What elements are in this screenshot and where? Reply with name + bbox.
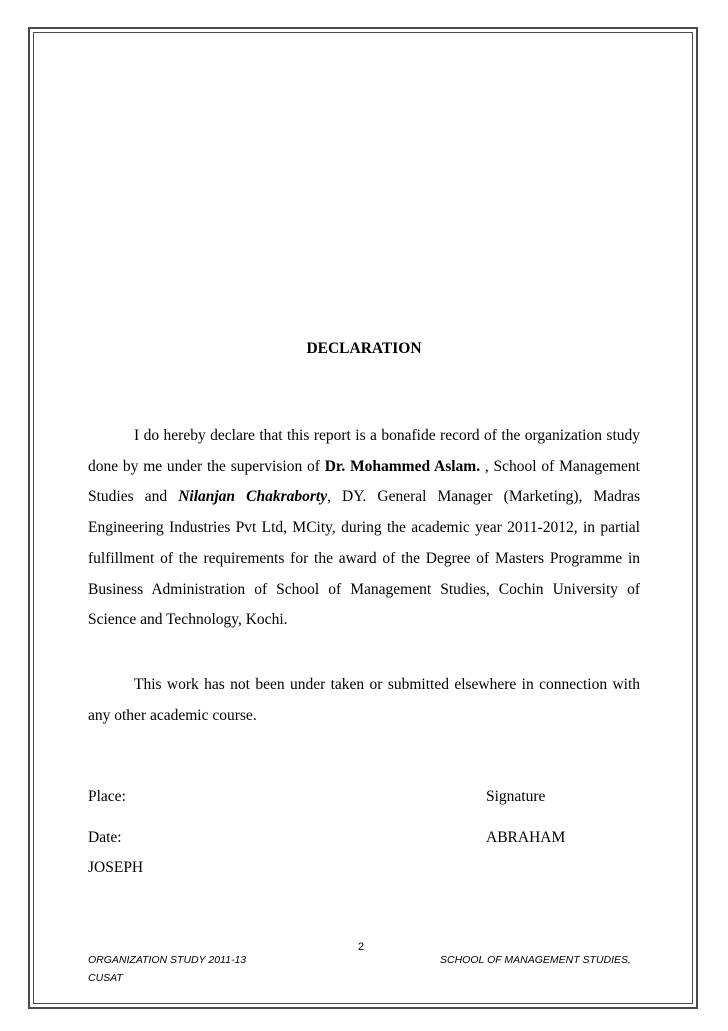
page-number: 2 <box>358 941 365 953</box>
signature-label: Signature <box>486 788 546 805</box>
footer-left-line2: CUSAT <box>88 972 123 984</box>
cosupervisor-name: Nilanjan Chakraborty <box>178 488 328 506</box>
statement-text: This work has not been under taken or submitted elsewhere in connection with any other academic course. <box>88 676 640 724</box>
paragraph-text-2: , School of Management Studies and <box>88 457 640 506</box>
supervisor-name: Dr. Mohammed Aslam. <box>324 457 481 475</box>
author-last-name: JOSEPH <box>88 859 144 876</box>
statement-paragraph <box>88 670 640 731</box>
footer-left-line1: ORGANIZATION STUDY 2011-13 <box>88 954 247 966</box>
paragraph-text-1: I do hereby declare that this report is a bonafide record of the organization study done by me under the supervision of <box>88 427 640 475</box>
footer-right-line1: SCHOOL OF MANAGEMENT STUDIES, <box>440 954 631 966</box>
date-label: Date: <box>88 829 122 846</box>
paragraph-text-3: , DY. General Manager (Marketing), Madras Engineering Industries Pvt Ltd, MCity, during the academic year 2011-2012, in partial fulfillment of the requirements for the award of the Degree of Masters Programme in Business Administration of School of Management Studies, Cochin University of Science and Technology, Kochi. <box>88 488 640 629</box>
place-label: Place: <box>88 788 126 805</box>
declaration-paragraph <box>88 421 640 636</box>
declaration-heading: DECLARATION <box>306 340 422 357</box>
author-first-name: ABRAHAM <box>486 829 566 846</box>
